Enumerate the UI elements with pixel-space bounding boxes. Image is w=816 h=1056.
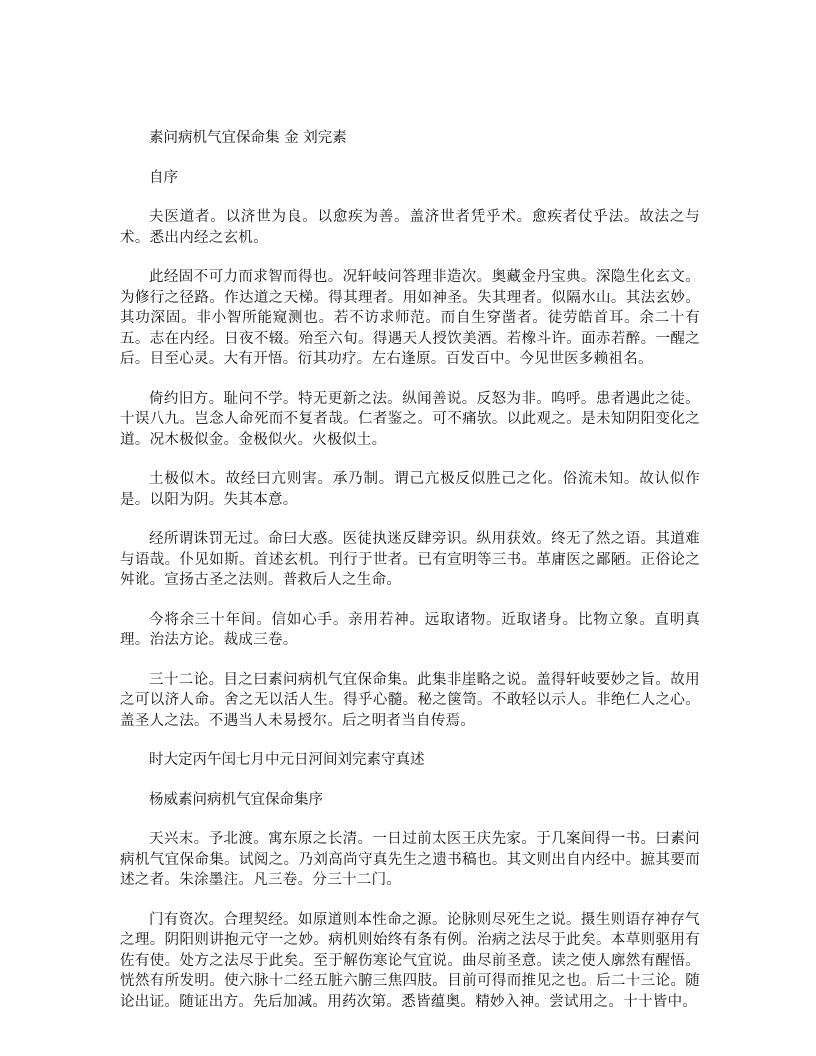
second-preface-heading: 杨威素问病机气宜保命集序 [149, 791, 323, 808]
document-page [120, 128, 700, 1031]
paragraph: 夫医道者。以济世为良。以愈疾为善。盖济世者凭乎术。愈疾者仗乎法。故法之与术。悉出内经之玄机。 [120, 209, 700, 246]
paragraph: 今将余三十年间。信如心手。亲用若神。远取诸物。近取诸身。比物立象。直明真理。治法方论。裁成三卷。 [120, 611, 700, 648]
paragraph: 三十二论。目之曰素问病机气宜保命集。此集非崖略之说。盖得轩岐要妙之旨。故用之可以济人命。舍之无以活人生。得乎心髓。秘之箧笥。不敢轻以示人。非绝仁人之心。盖圣人之法。不遇当人未易授尔。后之明者当自传焉。 [120, 671, 700, 729]
document-title: 素问病机气宜保命集 金 刘完素 [149, 130, 347, 146]
paragraph: 门有资次。合理契经。如原道则本性命之源。论脉则尽死生之说。摄生则语存神存气之理。阴阳则讲抱元守一之妙。病机则始终有条有例。治病之法尽于此矣。本草则驱用有佐有使。处方之法尽于此矣。至于解伤寒论气宜说。曲尽前圣意。读之使人廓然有醒悟。恍然有所发明。使六脉十二经五脏六腑三焦四肢。目前可得而推见之也。后二十三论。随论出证。随证出方。先后加减。用药次第。悉皆蕴奥。精妙入神。尝试用之。十十皆中。 [120, 911, 700, 1010]
paragraph: 土极似木。故经曰亢则害。承乃制。谓己亢极反似胜己之化。俗流未知。故认似作是。以阳为阴。失其本意。 [120, 471, 700, 508]
paragraph: 此经固不可力而求智而得也。况轩岐问答理非造次。奥藏金丹宝典。深隐生化玄文。为修行之径路。作达道之天梯。得其理者。用如神圣。失其理者。似隔水山。其法玄妙。其功深固。非小智所能窥测也。若不访求师范。而自生穿凿者。徒劳皓首耳。余二十有五。志在内经。日夜不辍。殆至六旬。得遇天人授饮美酒。若橡斗许。面赤若醉。一醒之后。目至心灵。大有开悟。衍其功疗。左右逢原。百发百中。今见世医多赖祖名。 [120, 269, 700, 367]
paragraph: 经所谓诛罚无过。命曰大惑。医徒执迷反肆旁识。纵用获效。终无了然之语。其道难与语哉。仆见如斯。首述玄机。刊行于世者。已有宣明等三书。革庸医之鄙陋。正俗论之舛讹。宣扬古圣之法则。普救后人之生命。 [120, 531, 700, 588]
signature-line: 时大定丙午闰七月中元日河间刘完素守真述 [149, 752, 425, 768]
preface-heading: 自序 [149, 169, 178, 186]
paragraph: 倚约旧方。耻问不学。特无更新之法。纵闻善说。反怒为非。呜呼。患者遇此之徒。十误八九。岂念人命死而不复者哉。仁者鉴之。可不痛欤。以此观之。是未知阴阳变化之道。况木极似金。金极似火。火极似土。 [120, 390, 700, 448]
paragraph: 天兴末。予北渡。寓东原之长清。一日过前太医王庆先家。于几案间得一书。曰素问病机气宜保命集。试阅之。乃刘高尚守真先生之遗书稿也。其文则出自内经中。摭其要而述之者。朱涂墨注。凡三卷。分三十二门。 [120, 831, 700, 888]
